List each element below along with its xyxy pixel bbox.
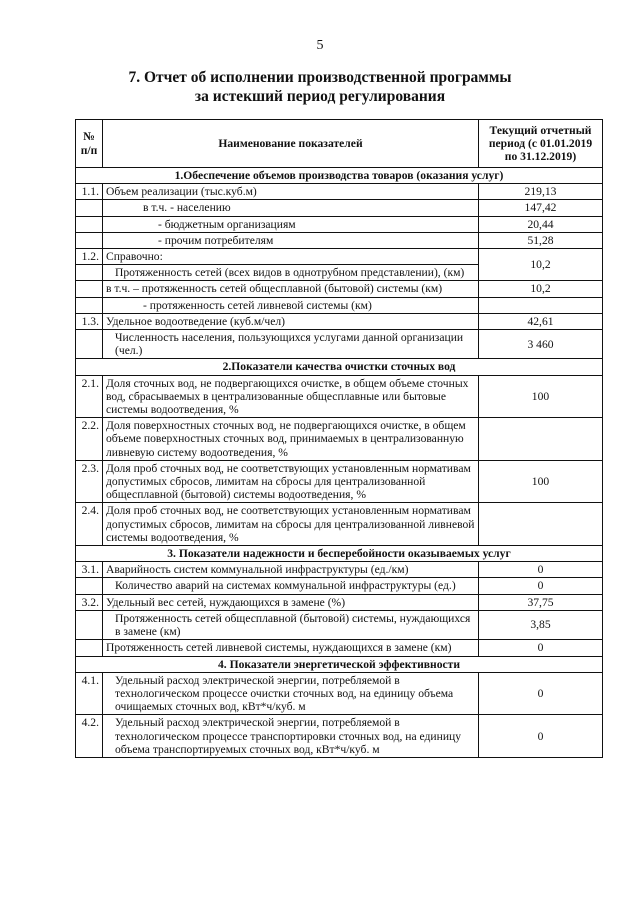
row-number: 1.1. bbox=[76, 184, 103, 200]
row-value: 147,42 bbox=[479, 200, 603, 216]
row-number bbox=[76, 640, 103, 656]
table-row bbox=[76, 232, 603, 248]
row-name: Протяженность сетей (всех видов в однотрубном представлении), (км) bbox=[103, 265, 479, 281]
row-value: 219,13 bbox=[479, 184, 603, 200]
table-row bbox=[76, 610, 603, 639]
header-period: Текущий отчетный период (с 01.01.2019 по 31.12.2019) bbox=[479, 120, 603, 168]
row-number: 2.4. bbox=[76, 503, 103, 546]
table-row bbox=[76, 672, 603, 715]
section-row bbox=[76, 546, 603, 562]
row-number: 2.3. bbox=[76, 460, 103, 503]
row-name: Количество аварий на системах коммунальной инфраструктуры (ед.) bbox=[103, 578, 479, 594]
table-row bbox=[76, 184, 603, 200]
row-value: 3 460 bbox=[479, 330, 603, 359]
row-value: 10,2 bbox=[479, 249, 603, 281]
table-row bbox=[76, 281, 603, 297]
row-name: Доля проб сточных вод, не соответствующих установленным нормативам допустимых сбросов, лимитам на сбросы для централизованной ливневой системы водоотведения, % bbox=[103, 503, 479, 546]
table-row bbox=[76, 640, 603, 656]
row-value: 37,75 bbox=[479, 594, 603, 610]
row-number: 2.2. bbox=[76, 418, 103, 461]
row-value bbox=[479, 418, 603, 461]
section-title: 1.Обеспечение объемов производства товаров (оказания услуг) bbox=[76, 168, 603, 184]
table-row bbox=[76, 200, 603, 216]
table-row bbox=[76, 460, 603, 503]
row-name: - протяженность сетей ливневой системы (км) bbox=[103, 297, 479, 313]
table-header-row bbox=[76, 120, 603, 168]
table-row bbox=[76, 375, 603, 418]
section-title: 3. Показатели надежности и бесперебойности оказываемых услуг bbox=[76, 546, 603, 562]
row-name: Численность населения, пользующихся услугами данной организации (чел.) bbox=[103, 330, 479, 359]
row-name: - бюджетным организациям bbox=[103, 216, 479, 232]
row-name: в т.ч. – протяженность сетей общесплавной (бытовой) системы (км) bbox=[103, 281, 479, 297]
row-name: Удельное водоотведение (куб.м/чел) bbox=[103, 313, 479, 329]
row-name: Объем реализации (тыс.куб.м) bbox=[103, 184, 479, 200]
table-row bbox=[76, 297, 603, 313]
table-row bbox=[76, 313, 603, 329]
row-value bbox=[479, 503, 603, 546]
row-value: 20,44 bbox=[479, 216, 603, 232]
row-number: 2.1. bbox=[76, 375, 103, 418]
header-num: № п/п bbox=[76, 120, 103, 168]
row-name: - прочим потребителям bbox=[103, 232, 479, 248]
row-number bbox=[76, 281, 103, 297]
row-number: 1.2. bbox=[76, 249, 103, 265]
row-name: в т.ч. - населению bbox=[103, 200, 479, 216]
row-number: 4.2. bbox=[76, 715, 103, 758]
table-row bbox=[76, 249, 603, 265]
row-value bbox=[479, 297, 603, 313]
row-name: Доля проб сточных вод, не соответствующих установленным нормативам допустимых сбросов, лимитам на сбросы для централизованной общесплавной (бытовой) системы водоотведения, % bbox=[103, 460, 479, 503]
row-name: Протяженность сетей общесплавной (бытовой) системы, нуждающихся в замене (км) bbox=[103, 610, 479, 639]
row-number bbox=[76, 216, 103, 232]
title-line-2: за истекший период регулирования bbox=[194, 88, 446, 105]
row-number bbox=[76, 200, 103, 216]
row-value: 0 bbox=[479, 672, 603, 715]
row-name: Удельный расход электрической энергии, потребляемой в технологическом процессе очистки сточных вод, на единицу объема очищаемых сточных вод, кВт*ч/куб. м bbox=[103, 672, 479, 715]
row-name: Справочно: bbox=[103, 249, 479, 265]
row-name: Удельный вес сетей, нуждающихся в замене (%) bbox=[103, 594, 479, 610]
row-number bbox=[76, 330, 103, 359]
page-number: 5 bbox=[316, 38, 324, 53]
row-value: 3,85 bbox=[479, 610, 603, 639]
section-row bbox=[76, 359, 603, 375]
row-number bbox=[76, 297, 103, 313]
row-value: 0 bbox=[479, 715, 603, 758]
row-value: 42,61 bbox=[479, 313, 603, 329]
row-number: 3.1. bbox=[76, 562, 103, 578]
section-row bbox=[76, 168, 603, 184]
row-name: Доля сточных вод, не подвергающихся очистке, в общем объеме сточных вод, сбрасываемых в централизованные общесплавные или бытовые системы водоотведения, % bbox=[103, 375, 479, 418]
row-number bbox=[76, 232, 103, 248]
table-row bbox=[76, 330, 603, 359]
row-name: Удельный расход электрической энергии, потребляемой в технологическом процессе транспортировки сточных вод, на единицу объема транспортируемых сточных вод, кВт*ч/куб. м bbox=[103, 715, 479, 758]
row-value: 0 bbox=[479, 640, 603, 656]
row-name: Доля поверхностных сточных вод, не подвергающихся очистке, в общем объеме поверхностных сточных вод, принимаемых в централизованную ливневую систему водоотведения, % bbox=[103, 418, 479, 461]
row-value: 51,28 bbox=[479, 232, 603, 248]
row-value: 100 bbox=[479, 375, 603, 418]
title-line-1: 7. Отчет об исполнении производственной программы bbox=[128, 69, 512, 86]
table-row bbox=[76, 562, 603, 578]
production-program-table bbox=[75, 119, 603, 758]
row-number bbox=[76, 265, 103, 281]
row-name: Аварийность систем коммунальной инфраструктуры (ед./км) bbox=[103, 562, 479, 578]
row-number bbox=[76, 578, 103, 594]
row-value: 0 bbox=[479, 578, 603, 594]
table-row bbox=[76, 418, 603, 461]
row-number: 3.2. bbox=[76, 594, 103, 610]
row-value: 100 bbox=[479, 460, 603, 503]
section-title: 2.Показатели качества очистки сточных вод bbox=[76, 359, 603, 375]
section-title: 4. Показатели энергетической эффективности bbox=[76, 656, 603, 672]
row-value: 0 bbox=[479, 562, 603, 578]
header-name: Наименование показателей bbox=[103, 120, 479, 168]
table-row bbox=[76, 216, 603, 232]
row-number bbox=[76, 610, 103, 639]
row-number: 1.3. bbox=[76, 313, 103, 329]
table-row bbox=[76, 503, 603, 546]
row-name: Протяженность сетей ливневой системы, нуждающихся в замене (км) bbox=[103, 640, 479, 656]
row-number: 4.1. bbox=[76, 672, 103, 715]
row-value: 10,2 bbox=[479, 281, 603, 297]
table-row bbox=[76, 715, 603, 758]
table-row bbox=[76, 578, 603, 594]
table-row bbox=[76, 594, 603, 610]
report-title bbox=[0, 68, 640, 106]
section-row bbox=[76, 656, 603, 672]
